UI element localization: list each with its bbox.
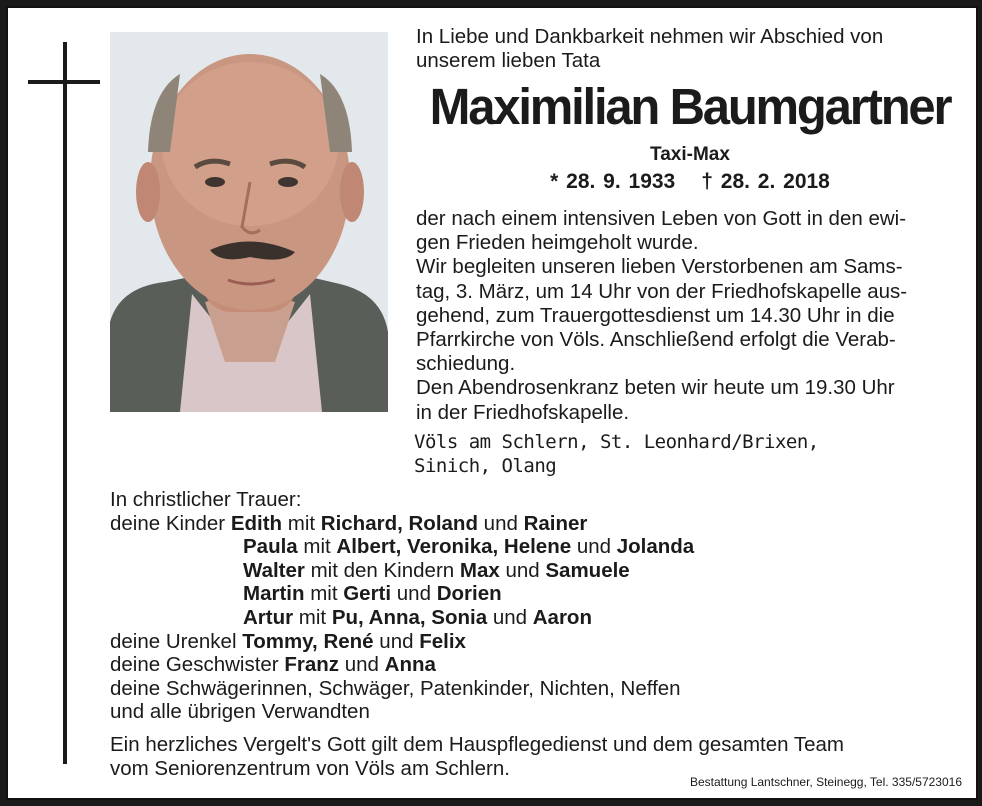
mourners-list — [110, 488, 930, 724]
text-line: Pfarrkirche von Völs. Anschließend erfolgt die Verab- — [416, 328, 896, 352]
connector: und — [499, 558, 546, 582]
intro-line: In Liebe und Dankbarkeit nehmen wir Abschied von — [416, 25, 884, 48]
text-line: tag, 3. März, um 14 Uhr von der Friedhofskapelle aus- — [416, 279, 908, 303]
children-row — [110, 512, 930, 536]
connector: mit — [293, 605, 332, 629]
intro-text — [416, 25, 971, 73]
connector: und — [339, 653, 385, 677]
connector: mit — [304, 582, 344, 606]
relative-names: Samuele — [545, 558, 630, 582]
relative-names: Franz — [284, 653, 340, 677]
places-line: Völs am Schlern, St. Leonhard/Brixen, — [414, 431, 819, 453]
birth-date: * 28. 9. 1933 — [550, 170, 676, 193]
relative-names: Tommy, René — [242, 629, 374, 653]
relative-names: Dorien — [436, 582, 502, 606]
children-row — [110, 559, 930, 583]
mourners-heading: In christlicher Trauer: — [110, 488, 302, 511]
places-line: Sinich, Olang — [414, 455, 557, 477]
cross-icon-bar — [28, 80, 100, 84]
child-name: Paula — [243, 535, 298, 559]
funeral-home-footer: Bestattung Lantschner, Steinegg, Tel. 335/5723016 — [690, 775, 962, 789]
text-line: gehend, zum Trauergottesdienst um 14.30 Uhr in die — [416, 303, 895, 327]
connector: mit — [297, 535, 337, 559]
relative-names: Albert, Veronika, Helene — [336, 535, 572, 559]
child-name: Artur — [243, 605, 294, 629]
child-name: Martin — [243, 582, 305, 606]
life-dates — [416, 170, 964, 194]
deceased-name: Maximilian Baumgartner — [429, 78, 951, 136]
relative-names: Max — [459, 558, 500, 582]
great-grandchildren-row — [110, 630, 930, 654]
nickname: Taxi-Max — [650, 144, 730, 165]
thanks-line: Ein herzliches Vergelt's Gott gilt dem Hauspflegedienst und dem gesamten Team — [110, 733, 844, 756]
connector: mit — [282, 511, 321, 535]
row-label: deine Urenkel — [110, 629, 243, 653]
text-line: gen Frieden heimgeholt wurde. — [416, 231, 699, 255]
connector: und — [373, 629, 420, 653]
children-row — [110, 606, 930, 630]
death-date: † 28. 2. 2018 — [701, 170, 830, 193]
children-row — [110, 535, 930, 559]
obituary-card — [6, 6, 978, 800]
text-line: Wir begleiten unseren lieben Verstorbenen am Sams- — [416, 255, 903, 279]
text-line: schiedung. — [416, 352, 516, 376]
relative-names: Richard, Roland — [320, 511, 478, 535]
child-name: Walter — [243, 558, 305, 582]
children-row — [110, 582, 930, 606]
connector: mit den Kindern — [304, 558, 460, 582]
relative-names: Pu, Anna, Sonia — [331, 605, 488, 629]
places — [414, 430, 966, 478]
relative-names: Gerti — [343, 582, 392, 606]
row-label: deine Geschwister — [110, 653, 285, 677]
child-name: Edith — [230, 511, 283, 535]
relatives-row: und alle übrigen Verwandten — [110, 700, 370, 724]
portrait-photo — [110, 32, 388, 412]
inlaws-row: deine Schwägerinnen, Schwäger, Patenkinder, Nichten, Neffen — [110, 676, 681, 700]
text-line: in der Friedhofskapelle. — [416, 400, 630, 424]
children-label: deine Kinder — [110, 511, 231, 535]
connector: und — [391, 582, 437, 606]
text-line: Den Abendrosenkranz beten wir heute um 19.30 Uhr — [416, 376, 895, 400]
connector: und — [487, 605, 533, 629]
relative-names: Rainer — [523, 511, 588, 535]
text-line: der nach einem intensiven Leben von Gott in den ewi- — [416, 207, 907, 230]
relative-names: Aaron — [532, 605, 592, 629]
thanks-line: vom Seniorenzentrum von Völs am Schlern. — [110, 757, 510, 780]
intro-line: unserem lieben Tata — [416, 49, 601, 72]
thanks-text — [110, 733, 970, 781]
relative-names: Felix — [419, 629, 466, 653]
siblings-row — [110, 653, 930, 677]
announcement-text — [416, 207, 968, 425]
relative-names: Jolanda — [616, 535, 695, 559]
connector: und — [477, 511, 524, 535]
connector: und — [571, 535, 617, 559]
cross-icon — [63, 42, 67, 764]
relative-names: Anna — [384, 653, 436, 677]
